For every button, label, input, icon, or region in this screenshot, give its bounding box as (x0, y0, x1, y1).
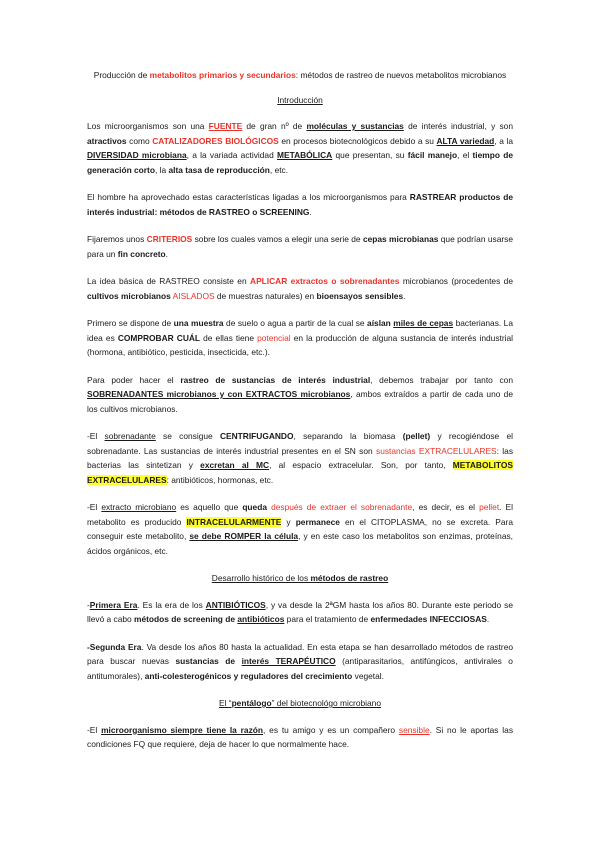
text-emphasis: atractivos (87, 135, 127, 146)
text-emphasis: interés TERAPÉUTICO (241, 656, 336, 666)
text: es aquello que (176, 502, 243, 512)
text: , es tu amigo y es un compañero (263, 724, 399, 735)
text: (antiparasitarios, antifúngicos, antivirales o antitumorales), (87, 656, 513, 681)
text-emphasis: APLICAR extractos o sobrenadantes (250, 276, 400, 286)
text: y recogiéndose el sobrenadante. Las sustancias de interés industrial presentes en el SN son (87, 431, 514, 456)
text-emphasis: CATALIZADORES BIOLÓGICOS (152, 135, 279, 146)
text-emphasis: SOBRENADANTES microbianos y con EXTRACTOS microbianos (87, 389, 351, 399)
text-emphasis: miles de cepas (393, 318, 454, 328)
text: : las bacterias las sintetizan y (87, 445, 514, 470)
paragraph-intro-5 (87, 316, 513, 360)
text: -El (87, 502, 102, 512)
text-emphasis: después de extraer el sobrenadante (271, 502, 413, 512)
text: El hombre ha aprovechado estas características ligadas a los microorganismos para (87, 192, 410, 202)
paragraph-intro-3 (87, 232, 513, 261)
paragraph-intro-6 (87, 373, 513, 417)
text-emphasis: -Segunda Era (87, 641, 142, 652)
text: , al espacio extracelular. Son, por tanto, (269, 460, 453, 470)
text-emphasis: excretan al MC (200, 460, 270, 470)
text: Primero se dispone de (87, 318, 174, 328)
section-heading-history (87, 571, 513, 586)
text: La idea básica de RASTREO consiste en (87, 276, 251, 286)
text-emphasis: sustancias de (175, 656, 242, 666)
text-emphasis: CENTRIFUGANDO (219, 431, 294, 441)
text: , etc. (269, 164, 289, 175)
text-emphasis: antibióticos (237, 614, 285, 624)
text-emphasis: CRITERIOS (146, 234, 193, 244)
text-emphasis: COMPROBAR CUÁL (117, 332, 201, 343)
paragraph-extracto (87, 500, 513, 558)
text-emphasis: se debe ROMPER la célula (189, 531, 299, 541)
text: como (126, 135, 153, 146)
text: -El (87, 724, 102, 735)
text: en procesos biotecnológicos debido a su (278, 135, 437, 146)
text-emphasis: ANTIBIÓTICOS (205, 599, 266, 610)
paragraph-pentalogo-1 (87, 723, 513, 752)
heading-text: Desarrollo histórico de los (211, 573, 311, 583)
text: bacterianas. La idea es (87, 318, 513, 343)
heading-text: ” del biotecnológo microbiano (271, 698, 381, 708)
text: , la (154, 164, 169, 175)
text-emphasis: rastreo de sustancias de interés industrial (180, 374, 371, 385)
title-text: Producción de (93, 70, 150, 80)
text: - (87, 599, 90, 610)
text: . (165, 248, 168, 259)
text: , y en este caso los metabolitos son enzimas, proteínas, ácidos orgánicos, etc. (87, 531, 513, 556)
text: para el tratamiento de (284, 614, 371, 624)
text: . Es la era de los (137, 599, 206, 610)
text: , separando la biomasa (293, 431, 403, 441)
text: . (403, 290, 406, 301)
text-emphasis: sobrenadante (104, 431, 156, 441)
text: en la producción de alguna sustancia de interés industrial (hormona, antibiótico, pesticida, insecticida, etc.). (87, 332, 514, 357)
text: , a la (494, 135, 513, 146)
text-emphasis: bioensayos sensibles (316, 290, 404, 301)
paragraph-sobrenadante (87, 429, 513, 487)
paragraph-intro-2 (87, 190, 513, 219)
paragraph-intro-4 (87, 274, 513, 303)
text: de interés industrial, y son (403, 121, 513, 131)
title-text: : métodos de rastreo de nuevos metabolitos microbianos (295, 70, 507, 80)
text-emphasis: permanece (295, 516, 340, 527)
text-emphasis: alta tasa de reproducción (168, 164, 270, 175)
text: , debemos trabajar por tanto con (370, 374, 513, 385)
text-emphasis: sustancias EXTRACELULARES (376, 445, 497, 456)
text-emphasis: enfermedades INFECCIOSAS (370, 614, 487, 624)
text: : antibióticos, hormonas, etc. (166, 474, 274, 485)
text-emphasis: cultivos microbianos (87, 290, 171, 301)
document-body (87, 68, 513, 765)
text: , ambos extraídos a partir de cada uno de los cultivos microbianos. (87, 389, 513, 414)
heading-emphasis: métodos de rastreo (310, 573, 389, 583)
text: , el (457, 150, 473, 160)
text: en el CITOPLASMA, no se excreta. Para conseguir este metabolito, (87, 516, 513, 541)
text: y (281, 516, 296, 527)
heading-text: El “ (219, 698, 232, 708)
text-emphasis: anti-colesterogénicos y reguladores del crecimiento (144, 670, 353, 681)
text: que podrían usarse para un (87, 234, 513, 259)
text: , y va desde la 2ªGM hasta los años 80. Durante este periodo se llevó a cabo (87, 599, 513, 624)
text-emphasis: fácil manejo (407, 150, 458, 160)
document-title (87, 68, 513, 83)
text: , es decir, es el (412, 502, 480, 512)
text: . (486, 614, 490, 624)
text-emphasis: (pellet) (402, 431, 431, 441)
text: vegetal. (352, 670, 384, 681)
section-heading-intro: Introducción (277, 94, 323, 105)
text-emphasis: fin concreto (117, 248, 166, 259)
text: Fijaremos unos (87, 234, 147, 244)
text-emphasis: ALTA variedad (436, 135, 495, 146)
highlighted-text: METABOLITOS EXTRACELULARES (87, 460, 513, 485)
text: . El metabolito es producido (87, 502, 514, 527)
text: Los microorganismos son una (87, 121, 209, 131)
text-emphasis: una muestra (173, 318, 224, 328)
text: se consigue (155, 431, 220, 441)
text: . Va desde los años 80 hasta la actualidad. En esta etapa se han desarrollado métodos de rastreo para buscar nuevas (87, 641, 514, 666)
text-emphasis: AISLADOS (172, 290, 215, 301)
text-emphasis: microorganismo siempre tiene la razón (101, 724, 264, 735)
text: de gran nº de (242, 121, 307, 131)
text-emphasis: sensible (398, 724, 430, 735)
text: de suelo o agua a partir de la cual se (223, 318, 368, 328)
text-emphasis: cepas microbianas (362, 234, 439, 244)
text: . Si no le aportas las condiciones FQ que requiere, deja de hacer lo que normalmente hace. (87, 724, 514, 749)
text: , a la variada actividad (186, 150, 278, 160)
text-emphasis: DIVERSIDAD microbiana (87, 150, 187, 160)
text: . (309, 206, 312, 217)
text: microbianos (procedentes de (399, 276, 513, 286)
text: de muestras naturales) en (214, 290, 317, 301)
text-emphasis: queda (242, 502, 267, 512)
text-emphasis: métodos de screening de (134, 614, 238, 624)
text: de ellas tiene (200, 332, 258, 343)
text: sobre los cuales vamos a elegir una serie de (192, 234, 363, 244)
text: -El (87, 431, 105, 441)
section-heading-pentalogo (87, 696, 513, 711)
text: Para poder hacer el (87, 374, 181, 385)
heading-emphasis: pentálogo (231, 698, 272, 708)
title-highlight: metabolitos primarios y secundarios (149, 70, 296, 80)
text-emphasis: extracto microbiano (101, 502, 177, 512)
text-emphasis: pellet (479, 502, 500, 512)
text-emphasis: potencial (257, 332, 291, 343)
text-emphasis: aíslan (367, 318, 391, 328)
paragraph-primera-era (87, 598, 513, 627)
text-emphasis: tiempo de generación corto (87, 150, 513, 175)
text-emphasis: RASTREAR productos de interés industrial: métodos de RASTREO o SCREENING (87, 192, 513, 217)
text-emphasis: FUENTE (208, 121, 243, 131)
text-emphasis: moléculas y sustancias (306, 121, 404, 131)
text-emphasis: Primera Era (89, 599, 138, 610)
text-emphasis: METABÓLICA (277, 150, 333, 160)
highlighted-text: INTRACELULARMENTE (186, 516, 282, 527)
paragraph-intro-1 (87, 119, 513, 177)
text: que presentan, su (332, 150, 408, 160)
paragraph-segunda-era (87, 640, 513, 684)
